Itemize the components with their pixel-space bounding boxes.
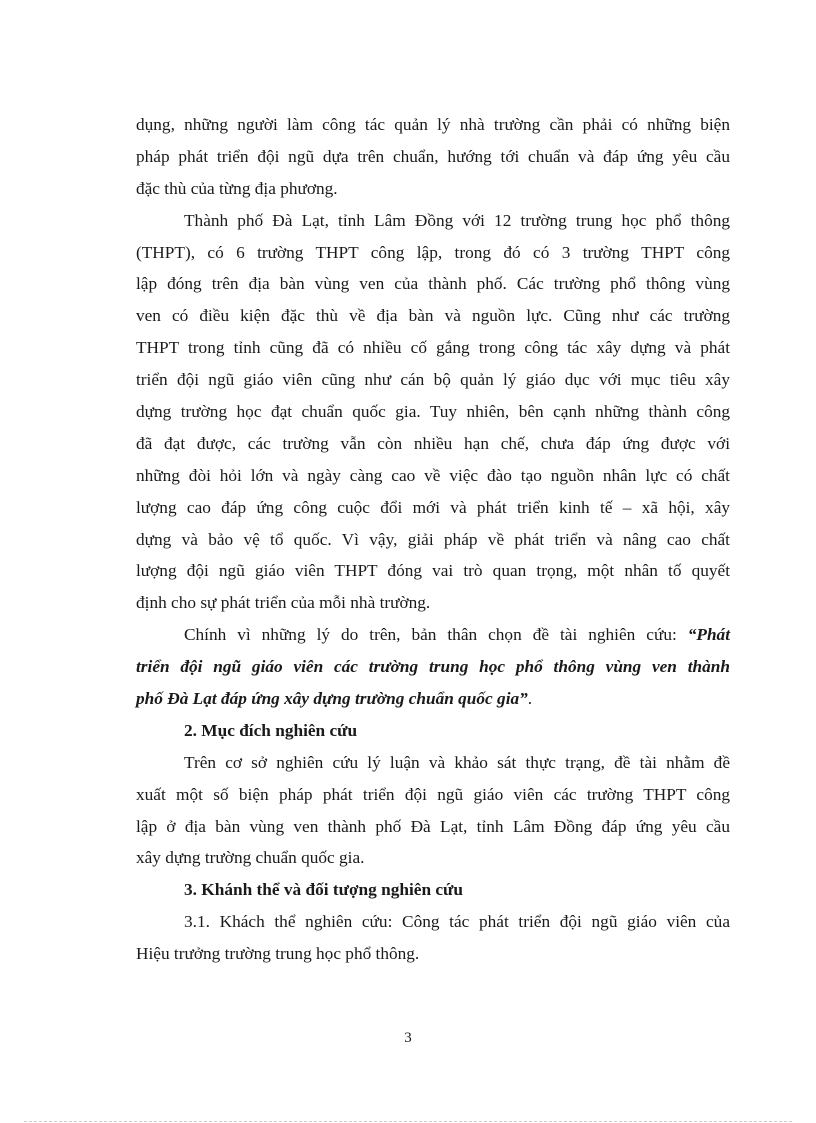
text-line: dựng trường học đạt chuẩn quốc gia. Tuy nhiên, bên cạnh những thành công <box>136 402 730 422</box>
text-line: ven có điều kiện đặc thù về địa bàn và nguồn lực. Cũng như các trường <box>136 306 730 326</box>
section-heading-purpose: 2. Mục đích nghiên cứu <box>184 720 358 740</box>
text-line: lượng đội ngũ giáo viên THPT đóng vai trò quan trọng, một nhân tố quyết <box>136 561 730 581</box>
text-line: Trên cơ sở nghiên cứu lý luận và khảo sát thực trạng, đề tài nhằm đề <box>184 752 730 772</box>
text-line: xuất một số biện pháp phát triển đội ngũ giáo viên các trường THPT công <box>136 784 730 804</box>
page-number: 3 <box>404 1030 412 1046</box>
text-line: dụng, những người làm công tác quản lý nhà trường cần phải có những biện <box>136 115 730 134</box>
section-heading-objects: 3. Khánh thể và đối tượng nghiên cứu <box>184 880 464 900</box>
text-line: Hiệu trưởng trường trung học phổ thông. <box>136 944 420 964</box>
text-line: Thành phố Đà Lạt, tỉnh Lâm Đồng với 12 trường trung học phổ thông <box>184 210 730 230</box>
topic-end-punct: . <box>527 689 533 709</box>
text-line: triển đội ngũ giáo viên cũng như cán bộ quản lý giáo dục với mục tiêu xây <box>136 370 730 390</box>
text-line: đã đạt được, các trường vẫn còn nhiều hạn chế, chưa đáp ứng được với <box>136 433 730 453</box>
topic-lead-text: Chính vì những lý do trên, bản thân chọn đề tài nghiên cứu: <box>184 625 688 645</box>
paragraph-context <box>136 205 730 620</box>
text-line: định cho sự phát triển của mỗi nhà trường. <box>136 593 431 613</box>
text-line: những đòi hỏi lớn và ngày càng cao về việc đào tạo nguồn nhân lực có chất <box>136 465 730 485</box>
topic-title-part: phố Đà Lạt đáp ứng xây dựng trường chuẩn quốc gia” <box>136 689 528 709</box>
topic-title-part: “Phát <box>687 625 730 645</box>
topic-title-line: triển đội ngũ giáo viên các trường trung học phổ thông vùng ven thành <box>136 657 730 677</box>
text-line: đặc thù của từng địa phương. <box>136 178 338 198</box>
text-line: lập đóng trên địa bàn vùng ven của thành phố. Các trường phổ thông vùng <box>136 274 730 294</box>
text-line: xây dựng trường chuẩn quốc gia. <box>136 848 365 868</box>
text-line: lượng cao đáp ứng công cuộc đổi mới và phát triển kinh tế – xã hội, xây <box>136 497 730 517</box>
text-line <box>136 619 730 651</box>
text-line: (THPT), có 6 trường THPT công lập, trong đó có 3 trường THPT công <box>136 242 730 262</box>
paragraph-topic <box>136 619 730 715</box>
document-body <box>136 109 730 970</box>
text-line <box>136 683 730 715</box>
paragraph-intro <box>136 109 730 205</box>
text-line: lập ở địa bàn vùng ven thành phố Đà Lạt, tỉnh Lâm Đồng đáp ứng yêu cầu <box>136 816 730 836</box>
paragraph-purpose <box>136 747 730 875</box>
text-line: dựng và bảo vệ tổ quốc. Vì vậy, giải pháp về phát triển và nâng cao chất <box>136 529 730 549</box>
page-break-divider <box>24 1121 792 1122</box>
text-line: pháp phát triển đội ngũ dựa trên chuẩn, hướng tới chuẩn và đáp ứng yêu cầu <box>136 146 730 166</box>
paragraph-objects <box>136 906 730 970</box>
text-line: THPT trong tỉnh cũng đã có nhiều cố gắng trong công tác xây dựng và phát <box>136 338 730 358</box>
text-line: 3.1. Khách thể nghiên cứu: Công tác phát triển đội ngũ giáo viên của <box>184 912 730 932</box>
